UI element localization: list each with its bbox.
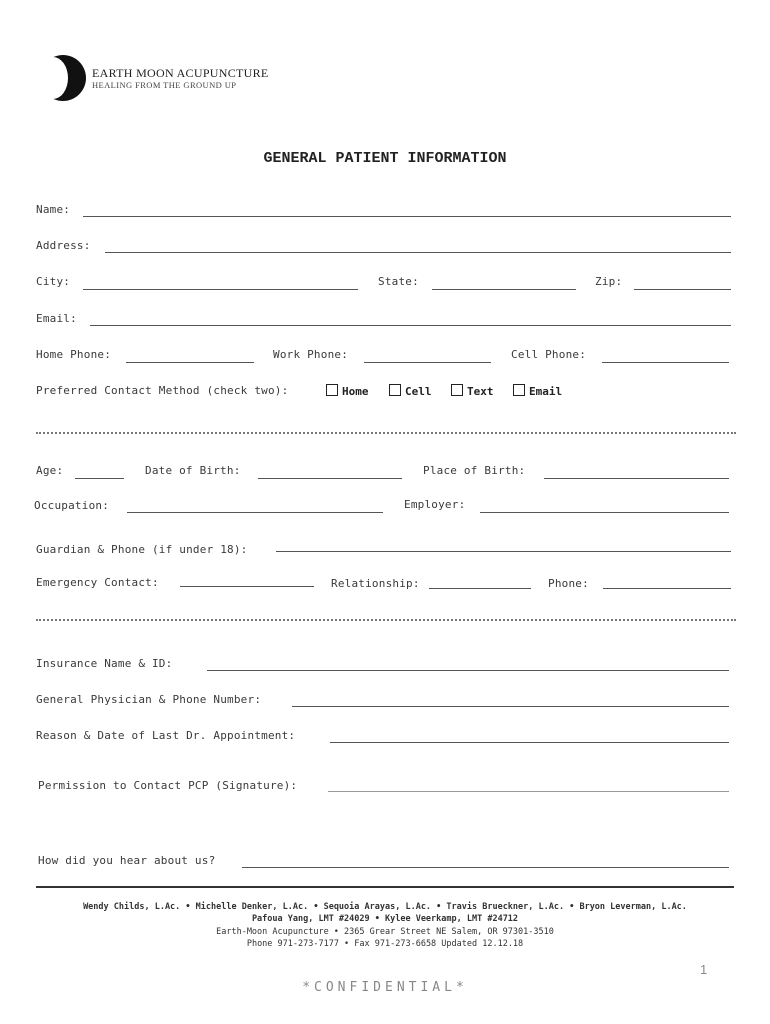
guardian-field[interactable] <box>276 551 731 552</box>
occupation-field[interactable] <box>127 512 383 513</box>
physician-label: General Physician & Phone Number: <box>36 693 262 706</box>
footer-address: Earth-Moon Acupuncture • 2365 Grear Street NE Salem, OR 97301-3510 <box>216 927 554 937</box>
contact-option-text-label: Text <box>467 385 494 398</box>
checkbox-home[interactable] <box>326 384 338 396</box>
cell-phone-field[interactable] <box>602 362 729 363</box>
dob-field[interactable] <box>258 478 402 479</box>
emergency-contact-label: Emergency Contact: <box>36 576 159 589</box>
age-field[interactable] <box>75 478 124 479</box>
zip-label: Zip: <box>595 275 623 288</box>
emergency-contact-field[interactable] <box>180 586 314 587</box>
checkbox-cell[interactable] <box>389 384 401 396</box>
name-label: Name: <box>36 203 71 216</box>
relationship-field[interactable] <box>429 588 531 589</box>
home-phone-label: Home Phone: <box>36 348 112 361</box>
occupation-label: Occupation: <box>34 499 110 512</box>
name-field[interactable] <box>83 216 731 217</box>
work-phone-field[interactable] <box>364 362 491 363</box>
contact-option-cell[interactable] <box>389 384 432 398</box>
confidential-notice: *CONFIDENTIAL* <box>302 980 468 995</box>
contact-option-text[interactable] <box>451 384 494 398</box>
crescent-shape <box>38 57 68 99</box>
work-phone-label: Work Phone: <box>273 348 349 361</box>
footer-divider <box>36 886 734 888</box>
zip-field[interactable] <box>634 289 731 290</box>
phone-label: Phone: <box>548 577 589 590</box>
state-field[interactable] <box>432 289 576 290</box>
permission-signature-field[interactable] <box>328 791 729 792</box>
age-label: Age: <box>36 464 64 477</box>
address-label: Address: <box>36 239 91 252</box>
logo-name: EARTH MOON ACUPUNCTURE <box>92 66 269 80</box>
city-label: City: <box>36 275 71 288</box>
hear-field[interactable] <box>242 867 729 868</box>
checkbox-email[interactable] <box>513 384 525 396</box>
employer-field[interactable] <box>480 512 729 513</box>
footer-providers: Wendy Childs, L.Ac. • Michelle Denker, L.Ac. • Sequoia Arayas, L.Ac. • Travis Brueckner, L.Ac. • Bryon Leverman, L.Ac. <box>83 902 687 912</box>
address-field[interactable] <box>105 252 731 253</box>
contact-option-home-label: Home <box>342 385 369 398</box>
contact-option-cell-label: Cell <box>405 385 432 398</box>
hear-label: How did you hear about us? <box>38 854 216 867</box>
email-label: Email: <box>36 312 77 325</box>
footer-contact: Phone 971-273-7177 • Fax 971-273-6658 Updated 12.12.18 <box>246 939 524 949</box>
logo-tagline: HEALING FROM THE GROUND UP <box>92 80 237 90</box>
place-of-birth-field[interactable] <box>544 478 729 479</box>
contact-option-email-label: Email <box>529 385 563 398</box>
phone-field[interactable] <box>603 588 731 589</box>
reason-label: Reason & Date of Last Dr. Appointment: <box>36 729 296 742</box>
employer-label: Employer: <box>404 498 466 511</box>
footer-therapists: Pafoua Yang, LMT #24029 • Kylee Veerkamp, LMT #24712 <box>251 914 519 924</box>
home-phone-field[interactable] <box>126 362 254 363</box>
cell-phone-label: Cell Phone: <box>511 348 587 361</box>
dob-label: Date of Birth: <box>145 464 241 477</box>
reason-field[interactable] <box>330 742 729 743</box>
insurance-field[interactable] <box>207 670 729 671</box>
page-title: GENERAL PATIENT INFORMATION <box>263 150 507 167</box>
section-divider <box>36 432 736 434</box>
place-of-birth-label: Place of Birth: <box>423 464 526 477</box>
relationship-label: Relationship: <box>331 577 420 590</box>
checkbox-text[interactable] <box>451 384 463 396</box>
permission-label: Permission to Contact PCP (Signature): <box>38 779 298 792</box>
section-divider <box>36 619 736 621</box>
physician-field[interactable] <box>292 706 729 707</box>
contact-option-home[interactable] <box>326 384 369 398</box>
preferred-contact-label: Preferred Contact Method (check two): <box>36 384 289 397</box>
email-field[interactable] <box>90 325 731 326</box>
insurance-label: Insurance Name & ID: <box>36 657 173 670</box>
guardian-label: Guardian & Phone (if under 18): <box>36 543 248 556</box>
city-field[interactable] <box>83 289 358 290</box>
state-label: State: <box>378 275 419 288</box>
contact-option-email[interactable] <box>513 384 562 398</box>
page-number: 1 <box>700 962 708 977</box>
